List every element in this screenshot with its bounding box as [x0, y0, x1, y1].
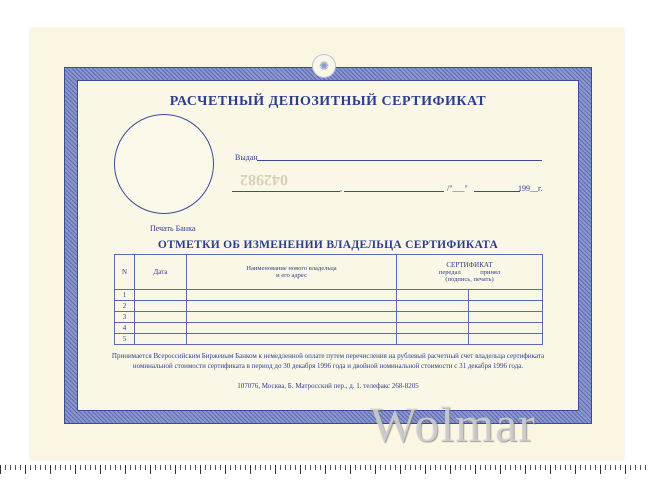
date-line-2 [344, 191, 444, 192]
date-line-1 [232, 191, 340, 192]
certificate-title: РАСЧЕТНЫЙ ДЕПОЗИТНЫЙ СЕРТИФИКАТ [169, 94, 487, 109]
header-signature-note: (подпись, печать) [445, 276, 494, 283]
seal-label: Печать Банка [150, 224, 196, 233]
table-header-row [115, 255, 543, 290]
table-row [115, 290, 543, 301]
header-certificate [397, 255, 543, 290]
header-owner-line2: и его адрес [276, 272, 307, 279]
date-day-marks: /"___" [447, 184, 468, 193]
bank-address: 107076, Москва, Б. Матросский пер., д. 1. телефакс 268-8205 [237, 382, 419, 390]
bank-seal-circle [114, 114, 214, 214]
header-accepted: принял [480, 269, 501, 276]
table-row [115, 334, 543, 345]
header-owner-line1: Наименование нового владельца [246, 265, 337, 272]
row-number: 1 [115, 290, 135, 301]
date-month-line [474, 191, 520, 192]
owner-changes-table [114, 254, 543, 345]
header-new-owner [187, 255, 397, 290]
header-transfer-accept [397, 269, 542, 276]
date-comma: , [340, 184, 342, 193]
table-row [115, 323, 543, 334]
owner-changes-title: ОТМЕТКИ ОБ ИЗМЕНЕНИИ ВЛАДЕЛЬЦА СЕРТИФИКАТА [157, 239, 499, 251]
payment-terms-note: Принимается Всероссийским Биржевым Банком к немедленной оплате путем перечисления на рублевый расчетный счет владельца сертификата номинальной стоимости сертификата в период до 30 декабря 1996 года и двойной номинальной стоимости с 31 декабря 1996 года. [111, 352, 545, 370]
row-number: 2 [115, 301, 135, 312]
header-number: N [115, 255, 135, 290]
wolmar-watermark: Wolmar [370, 396, 536, 452]
row-number: 3 [115, 312, 135, 323]
header-transferred: передал [438, 269, 461, 276]
date-year-text: 199__г. [518, 184, 543, 193]
row-number: 4 [115, 323, 135, 334]
bank-emblem-icon: ✺ [312, 54, 336, 78]
table-row [115, 312, 543, 323]
scale-ruler-major-ticks [0, 465, 650, 474]
issued-to-line [257, 160, 542, 161]
table-row [115, 301, 543, 312]
serial-number-ghost: 042982 [240, 171, 288, 188]
row-number: 5 [115, 334, 135, 345]
issued-to-label: Выдан [235, 153, 258, 162]
header-certificate-title: СЕРТИФИКАТ [446, 261, 493, 269]
header-date: Дата [135, 255, 187, 290]
